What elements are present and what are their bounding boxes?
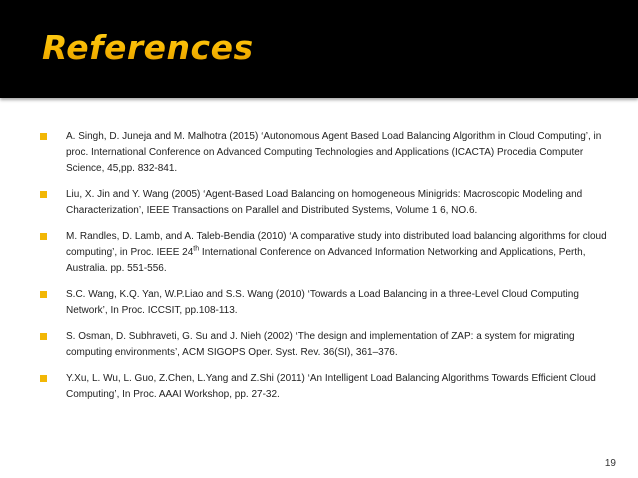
ordinal-superscript: th	[193, 245, 200, 253]
slide-title: References	[42, 28, 254, 67]
reference-item	[40, 229, 615, 277]
reference-item	[40, 187, 615, 219]
reference-text: Y.Xu, L. Wu, L. Guo, Z.Chen, L.Yang and Z.Shi (2011) ‘An Intelligent Load Balancing Algorithms Towards Efficient Cloud Computing’, In Proc. AAAI Workshop, pp. 27-32.	[66, 373, 596, 400]
square-bullet-icon	[40, 375, 47, 382]
square-bullet-icon	[40, 291, 47, 298]
reference-item	[40, 287, 615, 319]
page-number: 19	[604, 458, 616, 469]
reference-item	[40, 329, 615, 361]
reference-text-part: M. Randles, D. Lamb, and A. Taleb-Bendia (2010) ‘A comparative study into distributed load balancing algorithms for cloud computing’, in Proc. IEEE 24	[66, 231, 607, 258]
reference-text: Liu, X. Jin and Y. Wang (2005) ‘Agent-Based Load Balancing on homogeneous Minigrids: Macroscopic Modeling and Characterization’, IEEE Transactions on Parallel and Distributed Systems, Volume 1 6, NO.6.	[66, 189, 583, 216]
reference-list	[40, 129, 615, 403]
square-bullet-icon	[40, 333, 47, 340]
reference-text-part: International Conference on Advanced Information Networking and Applications, Perth, Australia. pp. 551-556.	[66, 247, 586, 274]
reference-text: S. Osman, D. Subhraveti, G. Su and J. Nieh (2002) ‘The design and implementation of ZAP: a system for migrating computing environments’, ACM SIGOPS Oper. Syst. Rev. 36(SI), 361–376.	[66, 331, 575, 358]
reference-item	[40, 371, 615, 403]
reference-text: S.C. Wang, K.Q. Yan, W.P.Liao and S.S. Wang (2010) ‘Towards a Load Balancing in a three-Level Cloud Computing Network’, In Proc. ICCSIT, pp.108-113.	[66, 289, 579, 316]
square-bullet-icon	[40, 233, 47, 240]
square-bullet-icon	[40, 191, 47, 198]
reference-text: A. Singh, D. Juneja and M. Malhotra (2015) ‘Autonomous Agent Based Load Balancing Algorithm in Cloud Computing’, in proc. International Conference on Advanced Computing Technologies and Applications (ICACTA) Procedia Computer Science, 45,pp. 832-841.	[66, 131, 602, 174]
square-bullet-icon	[40, 133, 47, 140]
title-bar	[0, 0, 638, 98]
reference-text	[66, 231, 607, 274]
reference-item	[40, 129, 615, 177]
